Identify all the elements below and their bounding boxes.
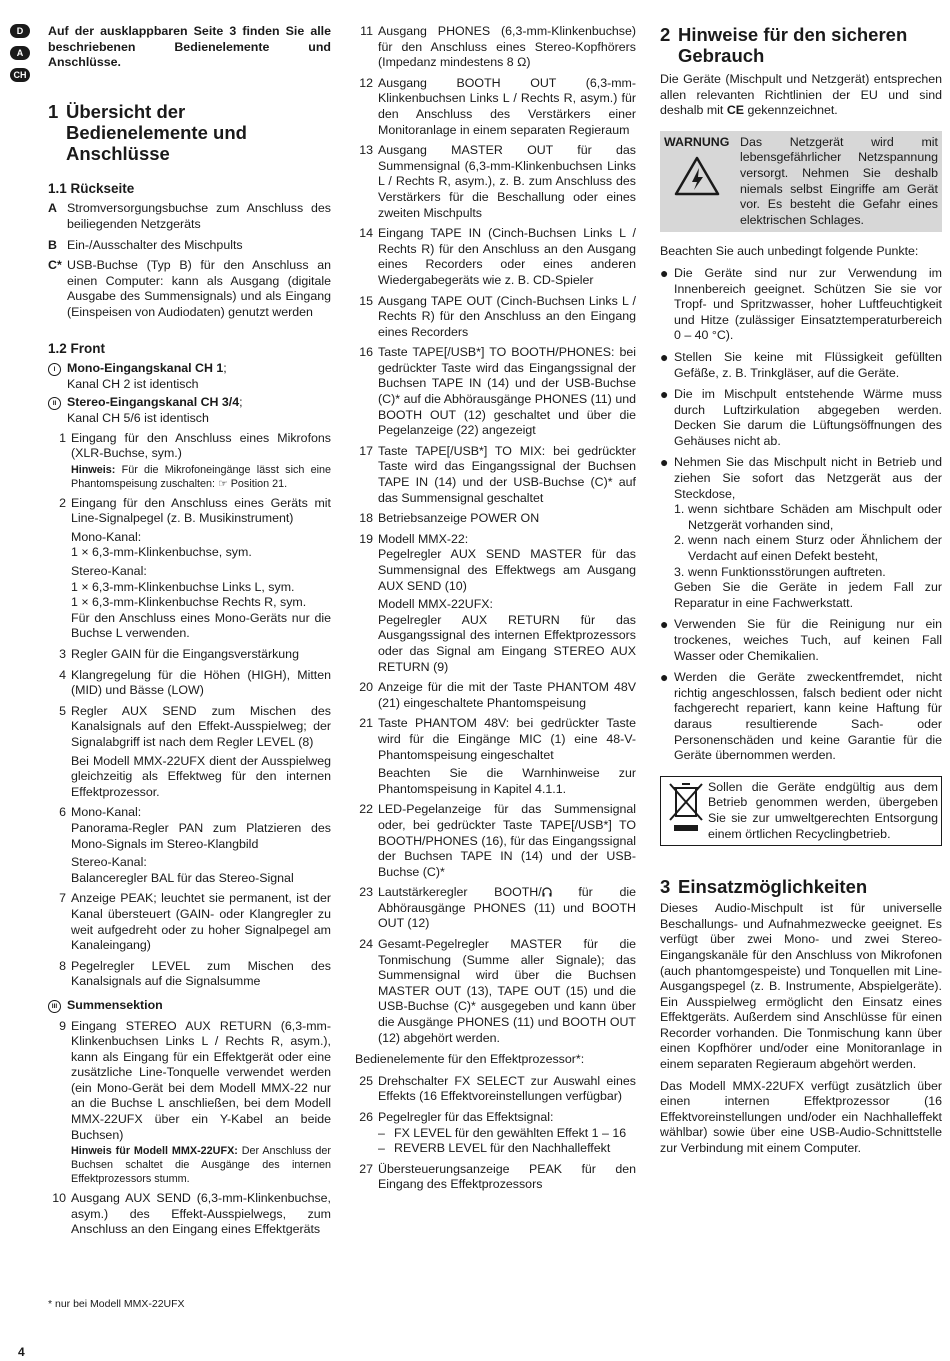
language-badges [10, 24, 32, 90]
item-3: 3 Regler GAIN für die Eingangsverstärkung [59, 647, 299, 662]
ce-mark: CE [726, 103, 745, 118]
item-9: 9 Eingang STEREO AUX RETURN (6,3-mm-Klinkenbuchsen Links L / Rechts R, asym.), kann als Eingang für ein Effektgerät oder eine zusätzliche Line-Tonquelle verwendet werden (ein Mono-Gerät bei dem Modell MMX-22 nur an die Buchse L anschließen, bei dem Modell MMX-22UFX über ein Y-Kabel an beide Buchsen) Hinweis für Modell MMX-22UFX: Der Anschluss der Buchsen schaltet die Ausgänge des internen Effektprozessors stumm. [59, 1018, 331, 1186]
rear-item-b: B Ein-/Ausschalter des Mischpults [48, 237, 243, 252]
section-2-heading: 2 Hinweise für den sicheren Gebrauch [660, 24, 908, 66]
item-18: 18 Betriebsanzeige POWER ON [359, 511, 540, 526]
column-2 [355, 24, 636, 1198]
item-23: 23 Lautstärkeregler BOOTH/ für die Abhörausgänge PHONES (11) und BOOTH OUT (12) [359, 885, 636, 931]
bullet-5: ● Verwenden Sie für die Reinigung nur ein trockenes, weiches Tuch, auf keinen Fall Wasser oder Chemikalien. [660, 616, 942, 663]
item-11: 11 Ausgang PHONES (6,3-mm-Klinkenbuchse) für den Anschluss eines Stereo-Kopfhörers (Impedanz mindestens 8 Ω) [360, 24, 636, 70]
section-1-1-heading: 1.1 Rückseite [48, 180, 135, 196]
group-1: I Mono-Eingangskanal CH 1; Kanal CH 2 ist identisch [48, 361, 331, 392]
warning-box [660, 131, 942, 233]
column-3 [660, 24, 942, 1163]
item-27: 27 Übersteuerungsanzeige PEAK für den Eingang des Effektprozessors [359, 1161, 636, 1192]
crossed-bin-icon [664, 780, 708, 836]
intro-text: Auf der ausklappbaren Seite 3 finden Sie alle beschriebenen Bedienelemente und Anschlüsse. [48, 24, 331, 70]
warning-text: Das Netzgerät wird mit lebensgefährlicher Netzspannung versorgt. Nehmen Sie deshalb niemals selbst Eingriffe am Gerät vor. Es besteht die Gefahr eines elektrischen Schlages. [740, 134, 938, 227]
item-7: 7 Anzeige PEAK; leuchtet sie permanent, ist der Kanal übersteuert (GAIN- oder Klangregler zu weit aufgedreht oder zu hoher Signalpegel am Kanaleingang) [59, 891, 331, 953]
item-24: 24 Gesamt-Pegelregler MASTER für die Tonmischung (Summe aller Signale); das Summensignal wird über die Buchsen MASTER OUT (13), TAPE OUT (15) und die USB-Buchse (C)* ausgegeben und kann über die Ausgänge PHONES (11) und BOOTH OUT (12) abgehört werden. [359, 937, 636, 1045]
bullet-2: ● Stellen Sie keine mit Flüssigkeit gefüllten Gefäße, z. B. Trinkgläser, auf die Geräte. [660, 348, 942, 380]
footnote: * nur bei Modell MMX-22UFX [48, 1298, 185, 1310]
item-8: 8 Pegelregler LEVEL zum Mischen des Kanalsignals auf die Signalsumme [59, 958, 331, 989]
item-12: 12 Ausgang BOOTH OUT (6,3-mm-Klinkenbuchsen Links L / Rechts R, asym.) für den Anschluss des Verstärkers einer Monitoranlage in einem separaten Regieraum [359, 75, 636, 137]
rear-item-a: A Stromversorgungsbuchse zum Anschluss des beiliegenden Netzgeräts [48, 201, 331, 231]
section-2-intro: Die Geräte (Mischpult und Netzgerät) entsprechen allen relevanten Richtlinien der EU und sind deshalb mit CE gekennzeichnet. [660, 72, 942, 118]
warning-label: WARNUNG [664, 134, 730, 149]
section-3-heading: 3 Einsatzmöglichkeiten [660, 876, 868, 898]
group-3: III Summensektion [48, 998, 331, 1014]
lang-badge-d: D [10, 24, 30, 38]
item-15: 15 Ausgang TAPE OUT (Cinch-Buchsen Links L / Rechts R) für den Anschluss an den Eingang eines Recorders [359, 293, 636, 339]
item-17: 17 Taste TAPE[/USB*] TO MIX: bei gedrückter Taste wird das Eingangssignal der Buchsen TAPE IN (14) und der USB-Buchse (C)* auf das Summensignal geschaltet [359, 443, 636, 505]
item-19: 19 Modell MMX-22: Pegelregler AUX SEND MASTER für das Summensignal des Effektwegs am Ausgang AUX SEND (10) Modell MMX-22UFX: Pegelregler AUX RETURN für das Ausgangssignal des internen Effektprozessors oder das Signal am Eingang STEREO AUX RETURN (9) [359, 531, 636, 674]
item-1: 1 Eingang für den Anschluss eines Mikrofons (XLR-Buchse, sym.) Hinweis: Für die Mikrofoneingänge lässt sich eine Phantomspeisung zuschalten: ☞ Position 21. [59, 430, 332, 490]
headphones-icon [542, 887, 552, 897]
roman-1-icon: I [48, 363, 61, 376]
bullet-1: ● Die Geräte sind nur zur Verwendung im Innenbereich geeignet. Schützen Sie sie vor Tropf- und Spritzwasser, hoher Luftfeuchtigkeit und Hitze (zulässiger Einsatztemperaturbereich 0 – 40 °C). [660, 264, 942, 343]
section-3-p2: Das Modell MMX-22UFX verfügt zusätzlich über einen internen Effektprozessor (16 Effektvoreinstellungen und/oder ein Nachhalleffekt wählbar) sowie über eine USB-Audio-Schnittstelle zur Verbindung mit einem Computer. [660, 1078, 942, 1156]
item-16: 16 Taste TAPE[/USB*] TO BOOTH/PHONES: bei gedrückter Taste wird das Eingangssignal der Buchsen TAPE IN (14) und der USB-Buchse (C)* auf die Abhörausgänge PHONES (11) und BOOTH OUT (12) geschaltet und über die Pegelanzeige (22) angezeigt [359, 345, 636, 438]
points-intro: Beachten Sie auch unbedingt folgende Punkte: [660, 244, 919, 259]
bullet-3: ● Die im Mischpult entstehende Wärme muss durch Luftzirkulation abgegeben werden. Decken Sie darum die Lüftungsöffnungen des Gehäuses nicht ab. [660, 386, 942, 448]
item-21: 21 Taste PHANTOM 48V: bei gedrückter Taste wird für die Eingänge MIC (1) eine 48-V-Phantomspeisung eingeschaltet Beachten Sie die Warnhinweise zur Phantomspeisung in Kapitel 4.1.1. [359, 716, 636, 796]
section-1-2-heading: 1.2 Front [48, 340, 106, 356]
item-13: 13 Ausgang MASTER OUT für das Summensignal (6,3-mm-Klinkenbuchsen Links L / Rechts R, asym.), z. B. zum Anschluss des Verstärkers für die Beschallung oder eines zweiten Mischpults [359, 143, 636, 220]
high-voltage-warning-icon [674, 156, 720, 196]
group-2: II Stereo-Eingangskanal CH 3/4; Kanal CH 5/6 ist identisch [48, 395, 331, 426]
bullet-4: ● Nehmen Sie das Mischpult nicht in Betrieb und ziehen Sie sofort das Netzgerät aus der Steckdose, 1. wenn sichtbare Schäden am Mischpult oder Netzgerät vorhanden sind, 2. wenn nach einem Sturz oder Ähnlichem der Verdacht auf einen Defekt besteht, 3. wenn Funktionsstörungen auftreten. Geben Sie die Geräte in jedem Fall zur Reparatur in eine Fachwerkstatt. [660, 454, 942, 610]
fx-intro: Bedienelemente für den Effektprozessor*: [355, 1052, 585, 1067]
item-22: 22 LED-Pegelanzeige für das Summensignal oder, bei gedrückter Taste TAPE[/USB*] TO BOOTH/PHONES (16), für das Eingangssignal der Buchsen TAPE IN (14) und der USB-Buchse (C)* [359, 802, 636, 879]
item-26: 26 Pegelregler für das Effektsignal: – FX LEVEL für den gewählten Effekt 1 – 16 – REVERB LEVEL für den Nachhalleffekt [359, 1110, 627, 1156]
item-4: 4 Klangregelung für die Höhen (HIGH), Mitten (MID) und Bässe (LOW) [59, 667, 331, 698]
section-3-p1: Dieses Audio-Mischpult ist für universelle Beschallungs- und Aufnahmezwecke geeignet. Es verfügt über zwei Mono- und zwei Stereo-Eingangskanäle für den Anschluss von Mikrofonen (auch phantomgespeiste) und Tonquellen mit Line-Ausgangspegel (z. B. Instrumente, Abspielgeräte). Ein Ausspielweg ermöglicht den Einsatz eines Effektgeräts. Außerdem sind Anschlüsse für einen Recorder vorhanden. Die Tonmischung kann über einen Kopfhörer und/oder eine Monitoranlage in einem separaten Regieraum abgehört werden. [660, 901, 942, 1072]
page-number: 4 [18, 1345, 25, 1359]
roman-2-icon: II [48, 397, 61, 410]
item-20: 20 Anzeige für die mit der Taste PHANTOM 48V (21) eingeschaltete Phantomspeisung [359, 680, 636, 710]
item-25: 25 Drehschalter FX SELECT zur Auswahl eines Effekts (16 Effektvoreinstellungen verfügbar) [359, 1073, 636, 1104]
bullet-6: ● Werden die Geräte zweckentfremdet, nicht richtig angeschlossen, falsch bedient oder nicht fachgerecht repariert, kann keine Haftung für daraus resultierende Sach- oder Personenschäden und keine Garantie für die Geräte übernommen werden. [660, 669, 942, 763]
roman-3-icon: III [48, 1000, 61, 1013]
item-5: 5 Regler AUX SEND zum Mischen des Kanalsignals auf den Effekt-Ausspielweg; der Signalabgriff ist nach dem Regler LEVEL (8) Bei Modell MMX-22UFX dient der Ausspielweg gleichzeitig als Effektweg für den internen Effektprozessor. [59, 703, 331, 799]
column-1 [48, 24, 331, 1243]
item-6: 6 Mono-Kanal: Panorama-Regler PAN zum Platzieren des Mono-Signals im Stereo-Klangbild Stereo-Kanal: Balanceregler BAL für das Stereo-Signal [59, 805, 331, 885]
lang-badge-a: A [10, 46, 30, 60]
item-10: 10 Ausgang AUX SEND (6,3-mm-Klinkenbuchse, asym.) des Effekt-Ausspielwegs, zum Anschluss an den Eingang eines Effektgeräts [52, 1191, 331, 1237]
rear-item-c: C* USB-Buchse (Typ B) für den Anschluss an einen Computer: kann als Ausgang (digitale Ausgabe des Summensignals) und als Eingang (Einspeisen von Audiodaten) genutzt werden [48, 258, 331, 319]
recycling-box [660, 776, 942, 846]
section-1-heading: 1 Übersicht der Bedienelemente und Anschlüsse [48, 100, 247, 164]
item-14: 14 Eingang TAPE IN (Cinch-Buchsen Links L / Rechts R) für den Anschluss an den Ausgang eines Recorders oder eines anderen Wiedergabegeräts wie z. B. CD-Spieler [359, 226, 636, 287]
lang-badge-ch: CH [10, 68, 30, 82]
recycling-text: Sollen die Geräte endgültig aus dem Betrieb genommen werden, übergeben Sie sie zur umweltgerechten Entsorgung einem örtlichen Recyclingbetrieb. [708, 779, 938, 841]
item-2: 2 Eingang für den Anschluss eines Geräts mit Line-Signalpegel (z. B. Musikinstrument) Mono-Kanal: 1 × 6,3-mm-Klinkenbuchse, sym. Stereo-Kanal: 1 × 6,3-mm-Klinkenbuchse Links L, sym. 1 × 6,3-mm-Klinkenbuchse Rechts R, sym. Für den Anschluss eines Mono-Geräts nur die Buchse L verwenden. [59, 495, 331, 641]
